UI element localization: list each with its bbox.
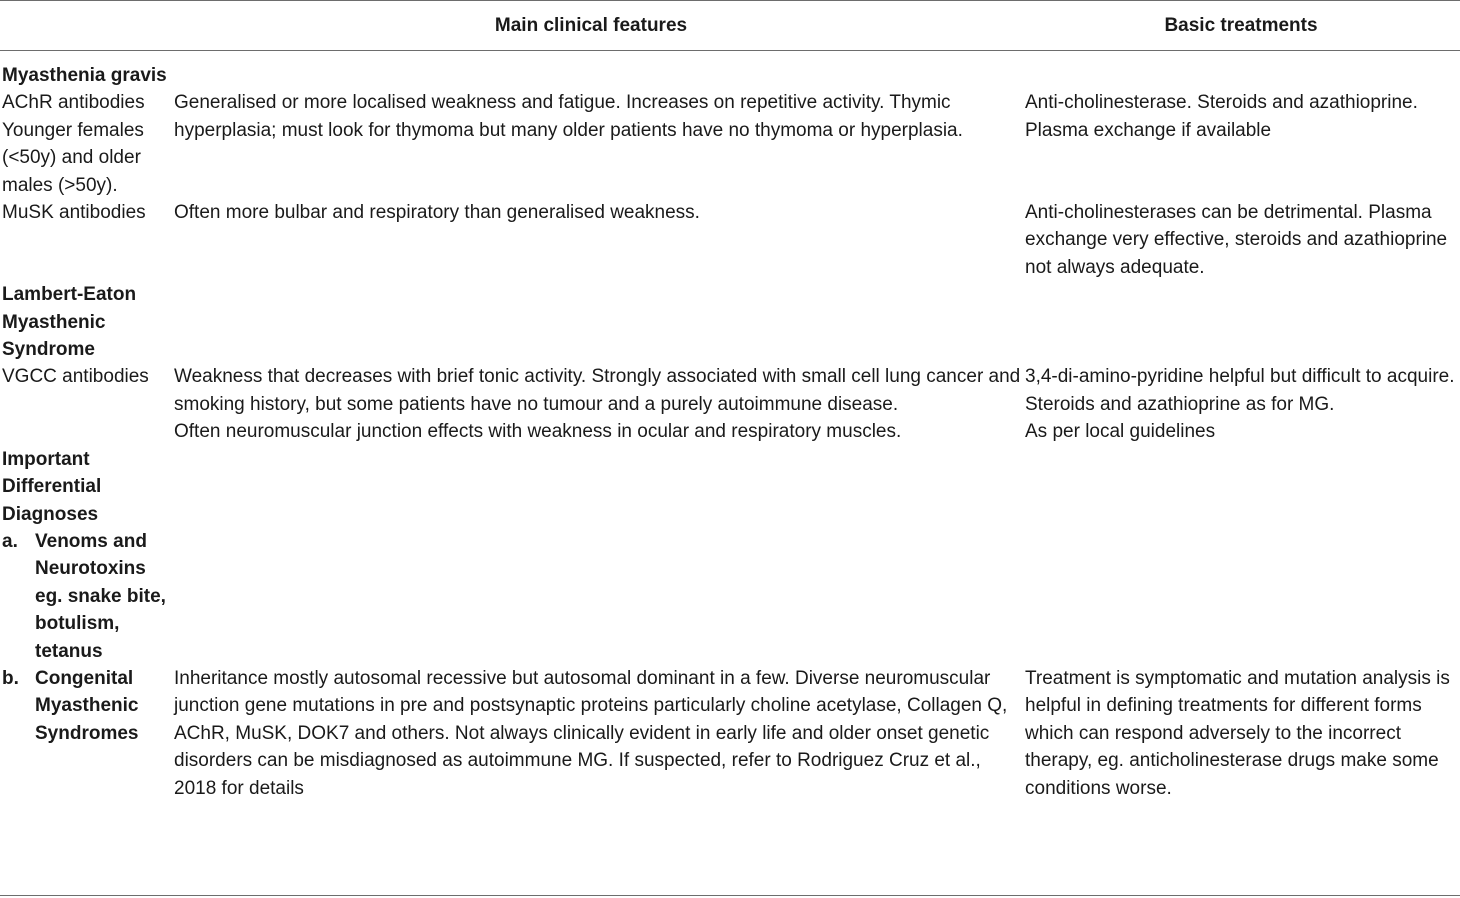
- table-row: [0, 363, 1460, 418]
- group-lambert-eaton: Lambert-Eaton Myasthenic Syndrome: [2, 284, 137, 361]
- table-top-rule: [0, 0, 1460, 1]
- row-label-achr: AChR antibodies Younger females (<50y) and older males (>50y).: [2, 92, 145, 196]
- features-venoms: Often neuromuscular junction effects with weakness in ocular and respiratory muscles.: [174, 421, 902, 443]
- list-marker-b: b.: [2, 667, 19, 689]
- header-basic-treatments: Basic treatments: [1164, 15, 1318, 36]
- treatment-vgcc: 3,4-di-amino-pyridine helpful but difficult to acquire. Steroids and azathioprine as for MG.: [1025, 366, 1455, 415]
- row-label-cms: [0, 665, 174, 802]
- table-bottom-rule: [0, 895, 1460, 896]
- row-label-musk: MuSK antibodies: [2, 202, 146, 224]
- table-row: [0, 665, 1460, 802]
- table-row: [0, 89, 1460, 199]
- header-main-clinical-features: Main clinical features: [494, 15, 688, 36]
- table-row: [0, 528, 1460, 665]
- treatment-venoms: As per local guidelines: [1025, 421, 1216, 443]
- table-row: [0, 281, 1460, 363]
- treatment-cms: Treatment is symptomatic and mutation analysis is helpful in defining treatments for different forms which can respond adversely to the incorrect therapy, eg. anticholinesterase drugs make some conditions worse.: [1025, 667, 1450, 799]
- table-row: [0, 446, 1460, 528]
- list-marker-a: a.: [2, 530, 18, 552]
- table-row: [0, 62, 1460, 89]
- group-differential-diagnoses: Important Differential Diagnoses: [2, 448, 102, 525]
- treatment-musk: Anti-cholinesterases can be detrimental. Plasma exchange very effective, steroids and azathioprine not always adequate.: [1025, 202, 1448, 278]
- row-label-venoms: [0, 528, 174, 665]
- features-achr: Generalised or more localised weakness and fatigue. Increases on repetitive activity. Thymic hyperplasia; must look for thymoma but many older patients have no thymoma or hyperplasia.: [174, 92, 963, 141]
- features-vgcc: Weakness that decreases with brief tonic activity. Strongly associated with small cell lung cancer and smoking history, but some patients have no tumour and a purely autoimmune disease.: [174, 366, 1021, 415]
- features-musk: Often more bulbar and respiratory than generalised weakness.: [174, 202, 700, 224]
- header-rule: [0, 50, 1460, 51]
- table-row: [0, 199, 1460, 281]
- cms-label-text: Congenital Myasthenic Syndromes: [35, 667, 139, 744]
- group-myasthenia-gravis: Myasthenia gravis: [2, 65, 167, 86]
- features-cms: Inheritance mostly autosomal recessive but autosomal dominant in a few. Diverse neuromuscular junction gene mutations in pre and postsynaptic proteins particularly choline acetylase, Collagen Q, AChR, MuSK, DOK7 and others. Not always clinically evident in early life and older onset genetic disorders can be misdiagnosed as autoimmune MG. If suspected, refer to Rodriguez Cruz et al., 2018 for details: [174, 667, 1008, 799]
- treatment-achr: Anti-cholinesterase. Steroids and azathioprine. Plasma exchange if available: [1025, 92, 1418, 141]
- table-body: [0, 62, 1460, 802]
- table-row: [0, 418, 1460, 445]
- venoms-label-text: Venoms and Neurotoxins eg. snake bite, botulism, tetanus: [35, 530, 166, 662]
- row-label-vgcc: VGCC antibodies: [2, 366, 149, 388]
